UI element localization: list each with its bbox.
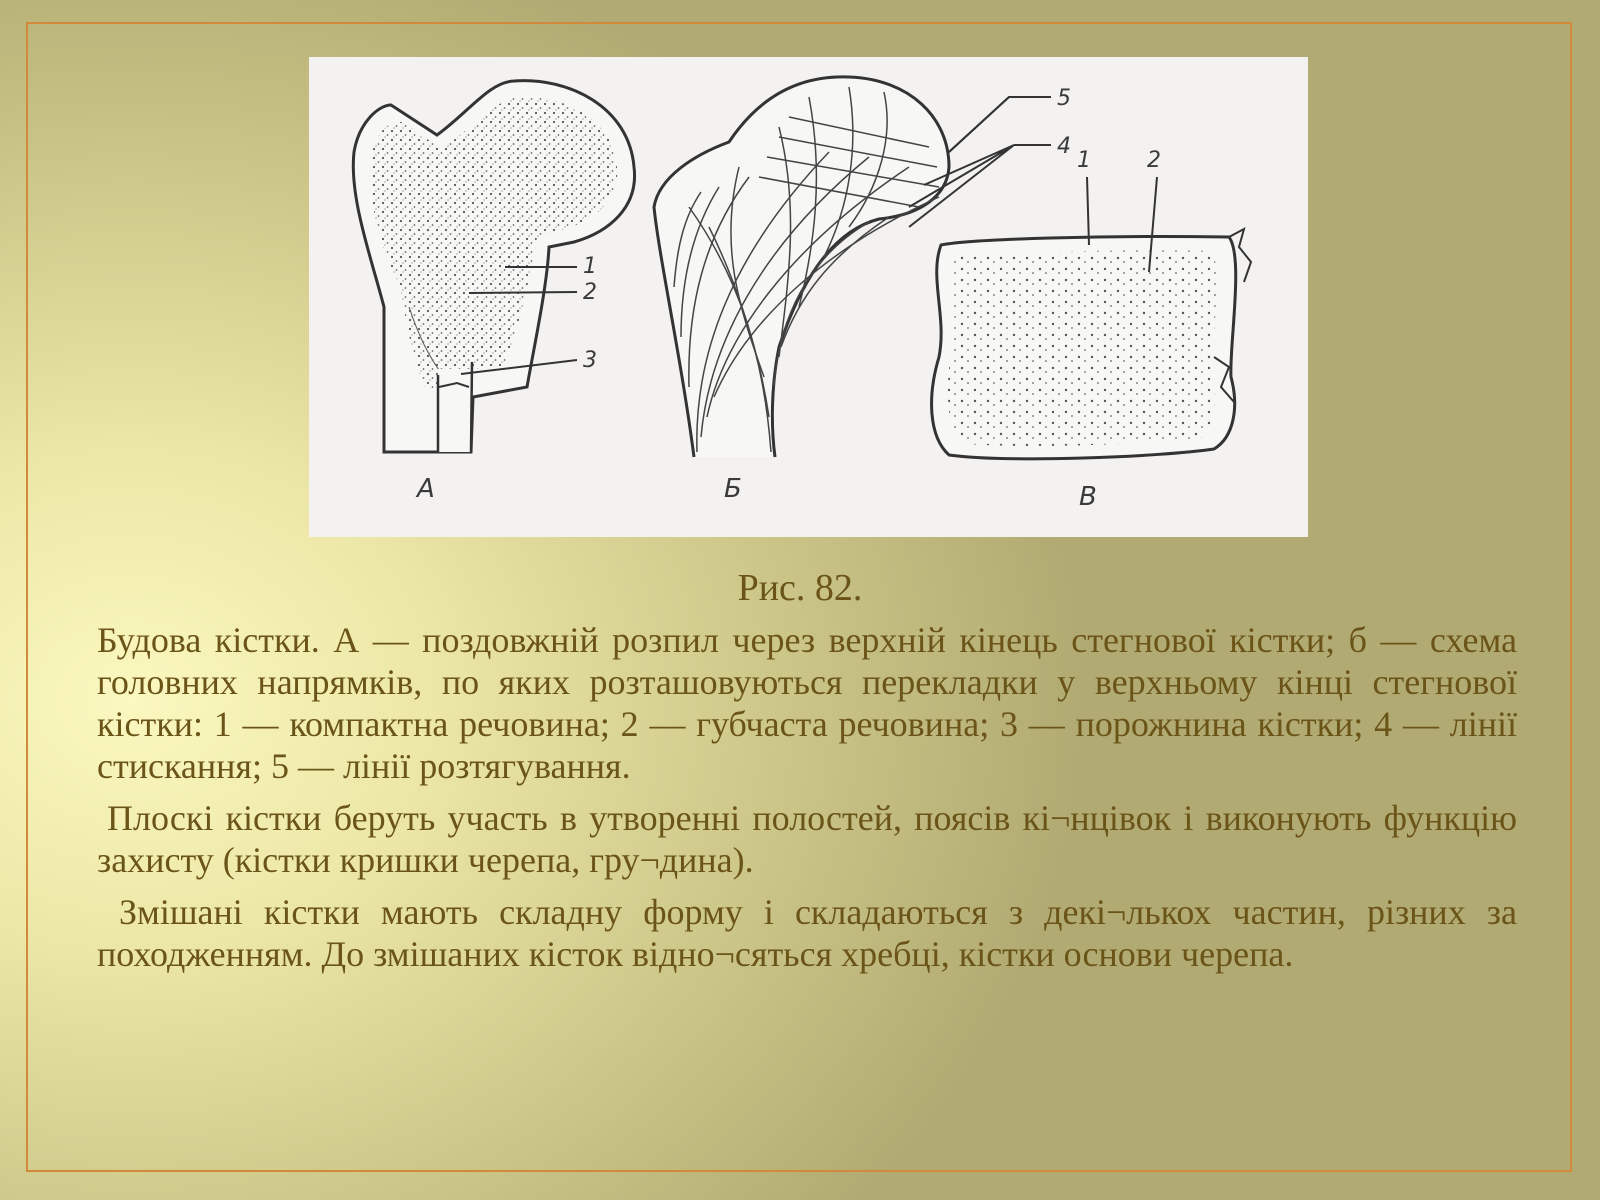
paragraph-figure-description: Будова кістки. А — поздовжній розпил через верхній кінець стегнової кістки; б — схема головних напрямків, по яких розташовуються перекладки у верхньому кінці стегнової кістки: 1 — компактна речовина; 2 — губчаста речовина; 3 — порожнина кістки; 4 — лінії стискання; 5 — лінії розтягування.	[97, 620, 1517, 786]
callout-c-1: 1	[1077, 148, 1091, 173]
callout-a-2: 2	[583, 280, 597, 305]
panel-c-vertebra-section	[932, 148, 1251, 512]
callout-a-3: 3	[583, 348, 597, 373]
panel-label-c: В	[1079, 482, 1097, 512]
callout-b-4: 4	[1057, 134, 1071, 159]
callout-a-1: 1	[583, 254, 597, 279]
callout-c-2: 2	[1147, 148, 1161, 173]
paragraph-flat-bones: Плоскі кістки беруть участь в утворенні полостей, поясів кі¬нцівок і виконують функцію захисту (кістки кришки черепа, гру¬дина).	[97, 798, 1517, 880]
panel-a-femur-section	[353, 81, 634, 504]
figure-drawing	[309, 57, 1308, 537]
callout-b-5: 5	[1057, 86, 1071, 111]
figure-caption: Рис. 82.	[737, 567, 863, 609]
paragraph-mixed-bones: Змішані кістки мають складну форму і складаються з декі¬лькох частин, різних за походженням. До змішаних кісток відно¬сяться хребці, кістки основи черепа.	[97, 892, 1517, 974]
body-text	[97, 619, 1517, 985]
panel-label-a: А	[417, 474, 435, 504]
panel-label-b: Б	[724, 474, 742, 504]
bone-structure-figure	[309, 57, 1308, 537]
